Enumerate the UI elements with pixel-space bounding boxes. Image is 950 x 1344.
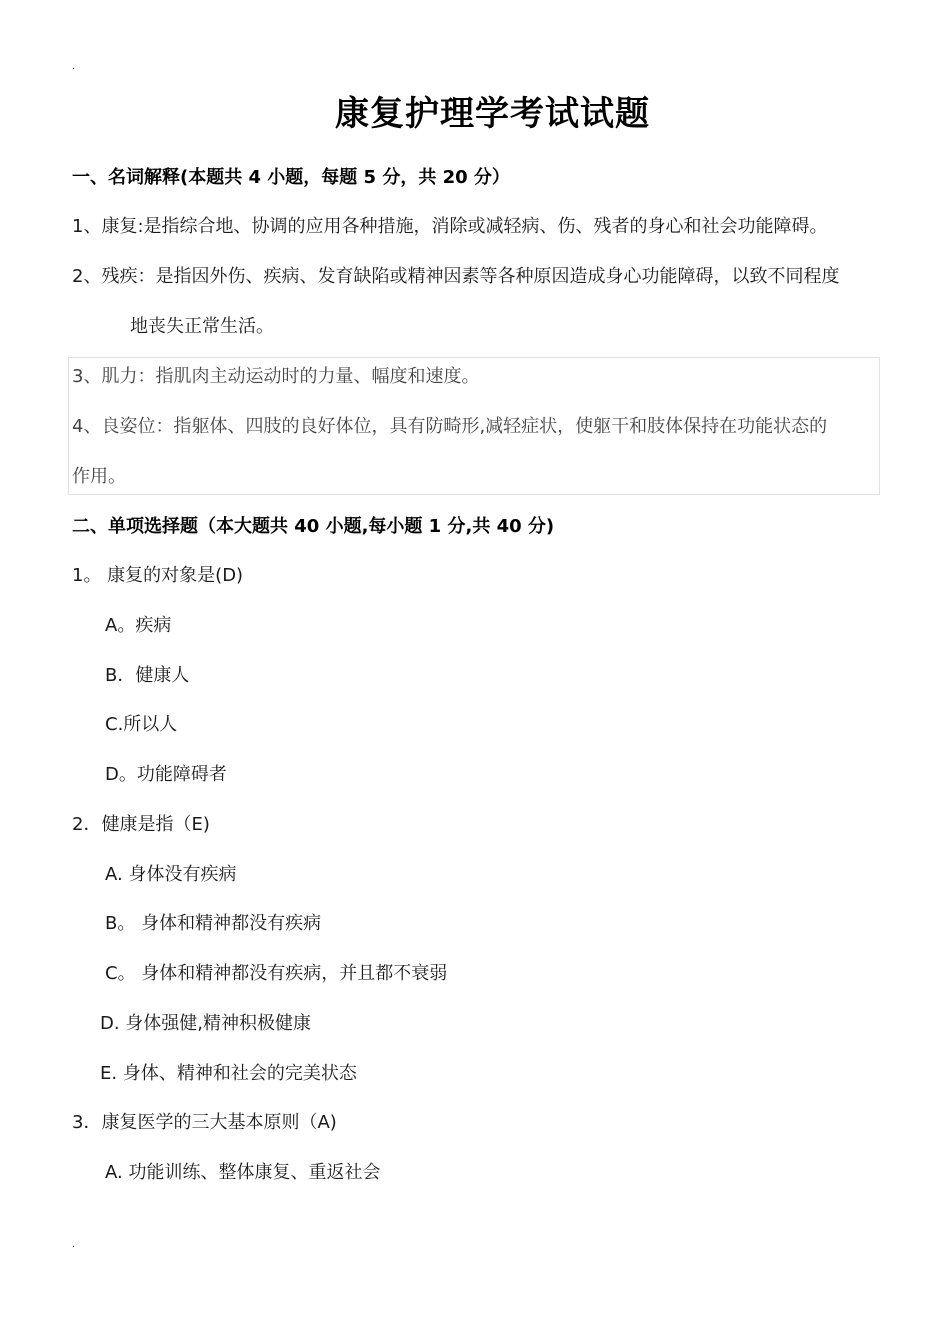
section-heading-definitions: 一、名词解释(本题共 4 小题，每题 5 分，共 20 分） [72,167,510,188]
question-stem: 1。 康复的对象是(D) [72,565,244,586]
definition-item: 1、康复:是指综合地、协调的应用各种措施，消除或减轻病、伤、残者的身心和社会功能障碍。 [72,216,828,237]
definition-item: 4、良姿位：指躯体、四肢的良好体位，具有防畸形,减轻症状，使躯干和肢体保持在功能状态的 [72,416,828,437]
question-option: A. 身体没有疾病 [105,864,237,885]
definition-item-continuation: 作用。 [72,466,126,487]
question-option: E. 身体、精神和社会的完美状态 [100,1063,357,1084]
question-option: A. 功能训练、整体康复、重返社会 [105,1162,381,1183]
question-stem: 3．康复医学的三大基本原则（A) [72,1112,337,1133]
definition-item: 2、残疾：是指因外伤、疾病、发育缺陷或精神因素等各种原因造成身心功能障碍，以致不同程度 [72,266,840,287]
question-option: D. 身体强健,精神积极健康 [100,1013,312,1034]
question-option: A。疾病 [105,615,172,636]
question-option: B．健康人 [105,665,190,686]
page-marker-bottom: . [72,1239,76,1250]
definition-item-continuation: 地丧失正常生活。 [130,316,274,337]
page-title: 康复护理学考试试题 [335,94,650,134]
definition-item: 3、肌力：指肌肉主动运动时的力量、幅度和速度。 [72,366,480,387]
question-option: C。 身体和精神都没有疾病，并且都不衰弱 [105,963,448,984]
question-option: B。 身体和精神都没有疾病 [105,913,322,934]
question-option: D。功能障碍者 [105,764,227,785]
question-option: C.所以人 [105,714,178,735]
page-marker-top: . [72,61,76,72]
question-stem: 2．健康是指（E) [72,814,210,835]
section-heading-choice: 二、单项选择题（本大题共 40 小题,每小题 1 分,共 40 分) [72,516,555,537]
